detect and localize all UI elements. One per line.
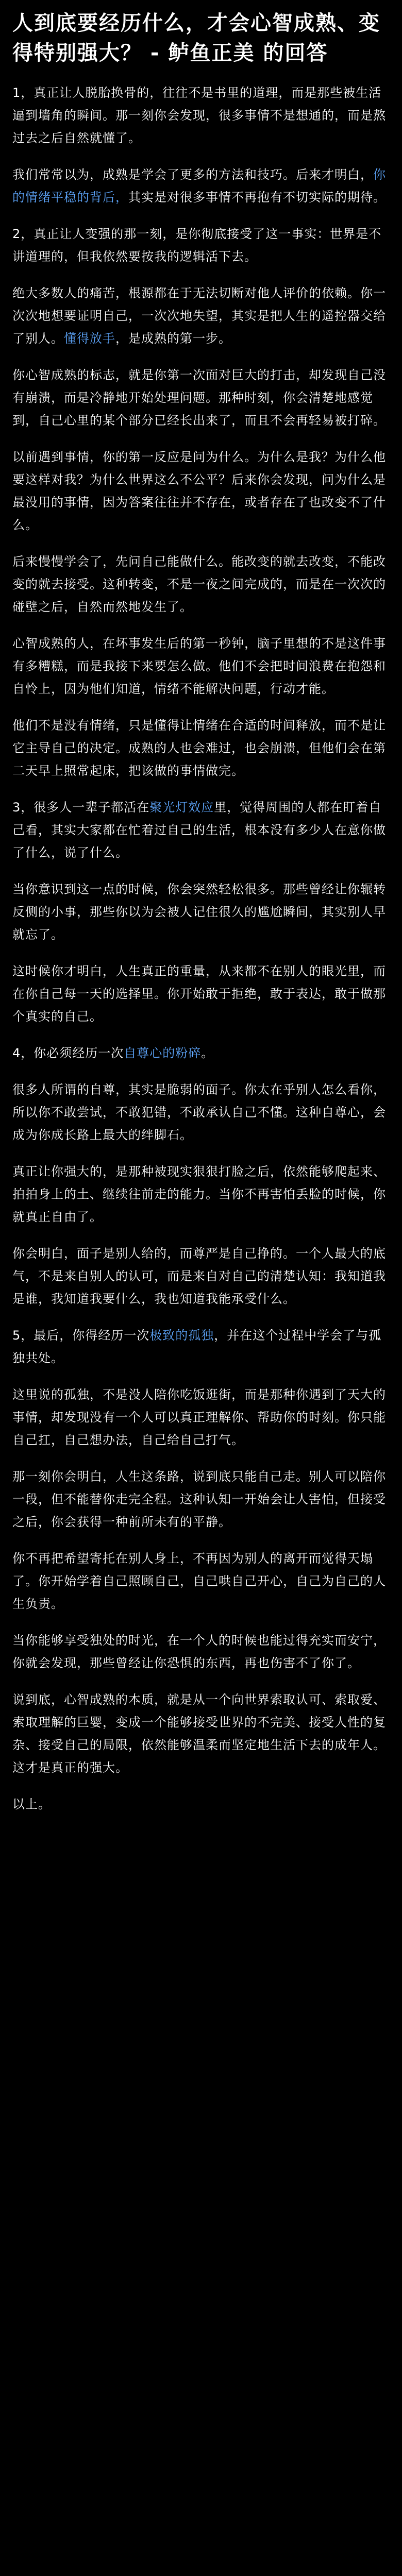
highlighted-phrase: 极致的孤独 bbox=[149, 1328, 214, 1343]
paragraph-text: 他们不是没有情绪，只是懂得让情绪在合适的时间释放，而不是让它主导自己的决定。成熟的人也会难过，也会崩溃，但他们会在第二天早上照常起床，把该做的事情做完。 bbox=[12, 718, 386, 778]
paragraph-text: 里，觉得周围的人都在盯着自己看，其实大家都在忙着过自己的生活，根本没有多少人在意你做了什么，说了什么。 bbox=[12, 800, 386, 860]
paragraph-text: 5，最后，你得经历一次 bbox=[12, 1328, 150, 1343]
paragraph-text: 很多人所谓的自尊，其实是脆弱的面子。你太在乎别人怎么看你，所以你不敢尝试，不敢犯错，不敢承认自己不懂。这种自尊心，会成为你成长路上最大的绊脚石。 bbox=[12, 1082, 386, 1142]
paragraph-text: 4，你必须经历一次 bbox=[12, 1046, 124, 1060]
paragraph-text: 你心智成熟的标志，就是你第一次面对巨大的打击，却发现自己没有崩溃，而是冷静地开始处理问题。那种时刻，你会清楚地感觉到，自己心里的某个部分已经长出来了，而且不会再轻易被打碎。 bbox=[12, 368, 386, 428]
paragraph-text: 这里说的孤独，不是没人陪你吃饭逛街，而是那种你遇到了天大的事情，却发现没有一个人可以真正理解你、帮助你的时刻。你只能自己扛，自己想办法，自己给自己打气。 bbox=[12, 1387, 386, 1447]
answer-paragraph bbox=[12, 796, 390, 864]
highlighted-phrase: 自尊心的粉碎 bbox=[124, 1046, 202, 1060]
answer-paragraph bbox=[12, 163, 390, 209]
paragraph-text: 绝大多数人的痛苦，根源都在于无法切断对他人评价的依赖。你一次次地想要证明自己，一次次地失望，其实是把人生的遥控器交给了别人。 bbox=[12, 286, 386, 346]
paragraph-text: 以前遇到事情，你的第一反应是问为什么。为什么是我？为什么他要这样对我？为什么世界这么不公平？后来你会发现，问为什么是最没用的事情，因为答案往往并不存在，或者存在了也改变不了什么。 bbox=[12, 450, 386, 532]
paragraph-text: 你不再把希望寄托在别人身上，不再因为别人的离开而觉得天塌了。你开始学着自己照顾自己，自己哄自己开心，自己为自己的人生负责。 bbox=[12, 1551, 386, 1611]
answer-paragraph bbox=[12, 878, 390, 946]
answer-paragraph bbox=[12, 1042, 390, 1064]
answer-paragraph bbox=[12, 1324, 390, 1369]
paragraph-text: 2，真正让人变强的那一刻，是你彻底接受了这一事实：世界是不讲道理的，但我依然要按我的逻辑活下去。 bbox=[12, 227, 382, 264]
answer-paragraph bbox=[12, 714, 390, 782]
answer-body bbox=[12, 81, 390, 1779]
answer-paragraph bbox=[12, 1242, 390, 1310]
answer-paragraph bbox=[12, 550, 390, 618]
paragraph-text: 那一刻你会明白，人生这条路，说到底只能自己走。别人可以陪你一段，但不能替你走完全程。这种认知一开始会让人害怕，但接受之后，你会获得一种前所未有的平静。 bbox=[12, 1469, 386, 1529]
highlighted-phrase: 你的情绪平稳的背后， bbox=[12, 167, 386, 205]
answer-paragraph bbox=[12, 1547, 390, 1615]
paragraph-text: ，并在这个过程中学会了与孤独共处。 bbox=[12, 1328, 382, 1365]
paragraph-text: 当你能够享受独处的时光，在一个人的时候也能过得充实而安宁，你就会发现，那些曾经让你恐惧的东西，再也伤害不了你了。 bbox=[12, 1633, 386, 1670]
paragraph-text: 1，真正让人脱胎换骨的，往往不是书里的道理，而是那些被生活逼到墙角的瞬间。那一刻你会发现，很多事情不是想通的，而是熬过去之后自然就懂了。 bbox=[12, 86, 386, 145]
highlighted-phrase: 懂得放手 bbox=[64, 331, 115, 346]
answer-footer: 以上。 bbox=[12, 1797, 51, 1811]
answer-paragraph bbox=[12, 223, 390, 268]
paragraph-text: 你会明白，面子是别人给的，而尊严是自己挣的。一个人最大的底气，不是来自别人的认可，而是来自对自己的清楚认知：我知道我是谁，我知道我要什么，我也知道我能承受什么。 bbox=[12, 1246, 386, 1306]
answer-paragraph bbox=[12, 1078, 390, 1146]
answer-paragraph bbox=[12, 960, 390, 1028]
paragraph-text: 其实是对很多事情不再抱有不切实际的期待。 bbox=[128, 190, 386, 205]
answer-paragraph bbox=[12, 1383, 390, 1451]
paragraph-text: 。 bbox=[201, 1046, 214, 1060]
paragraph-text: 当你意识到这一点的时候，你会突然轻松很多。那些曾经让你辗转反侧的小事，那些你以为会被人记住很久的尴尬瞬间，其实别人早就忘了。 bbox=[12, 882, 386, 942]
paragraph-text: 后来慢慢学会了，先问自己能做什么。能改变的就去改变，不能改变的就去接受。这种转变，不是一夜之间完成的，而是在一次次的碰壁之后，自然而然地发生了。 bbox=[12, 554, 386, 614]
answer-paragraph bbox=[12, 632, 390, 700]
paragraph-text: ，是成熟的第一步。 bbox=[115, 331, 231, 346]
answer-paragraph bbox=[12, 446, 390, 536]
answer-paragraph bbox=[12, 81, 390, 149]
answer-title: 人到底要经历什么，才会心智成熟、变得特别强大？ - 鲈鱼正美 的回答 bbox=[12, 11, 380, 65]
paragraph-text: 我们常常以为，成熟是学会了更多的方法和技巧。后来才明白， bbox=[12, 167, 373, 182]
paragraph-text: 说到底，心智成熟的本质，就是从一个向世界索取认可、索取爱、索取理解的巨婴，变成一个能够接受世界的不完美、接受人性的复杂、接受自己的局限，依然能够温柔而坚定地生活下去的成年人。这才是真正的强大。 bbox=[12, 1692, 386, 1775]
paragraph-text: 真正让你强大的，是那种被现实狠狠打脸之后，依然能够爬起来、拍拍身上的土、继续往前走的能力。当你不再害怕丢脸的时候，你就真正自由了。 bbox=[12, 1164, 386, 1224]
highlighted-phrase: 聚光灯效应 bbox=[149, 800, 214, 815]
paragraph-text: 心智成熟的人，在坏事发生后的第一秒钟，脑子里想的不是这件事有多糟糕，而是我接下来要怎么做。他们不会把时间浪费在抱怨和自怜上，因为他们知道，情绪不能解决问题，行动才能。 bbox=[12, 636, 386, 696]
answer-paragraph bbox=[12, 1629, 390, 1674]
answer-paragraph bbox=[12, 1688, 390, 1779]
paragraph-text: 这时候你才明白，人生真正的重量，从来都不在别人的眼光里，而在你自己每一天的选择里。你开始敢于拒绝，敢于表达，敢于做那个真实的自己。 bbox=[12, 964, 386, 1024]
answer-paragraph bbox=[12, 282, 390, 350]
answer-paragraph bbox=[12, 1160, 390, 1228]
paragraph-text: 3，很多人一辈子都活在 bbox=[12, 800, 150, 815]
answer-paragraph bbox=[12, 364, 390, 432]
answer-paragraph bbox=[12, 1465, 390, 1533]
